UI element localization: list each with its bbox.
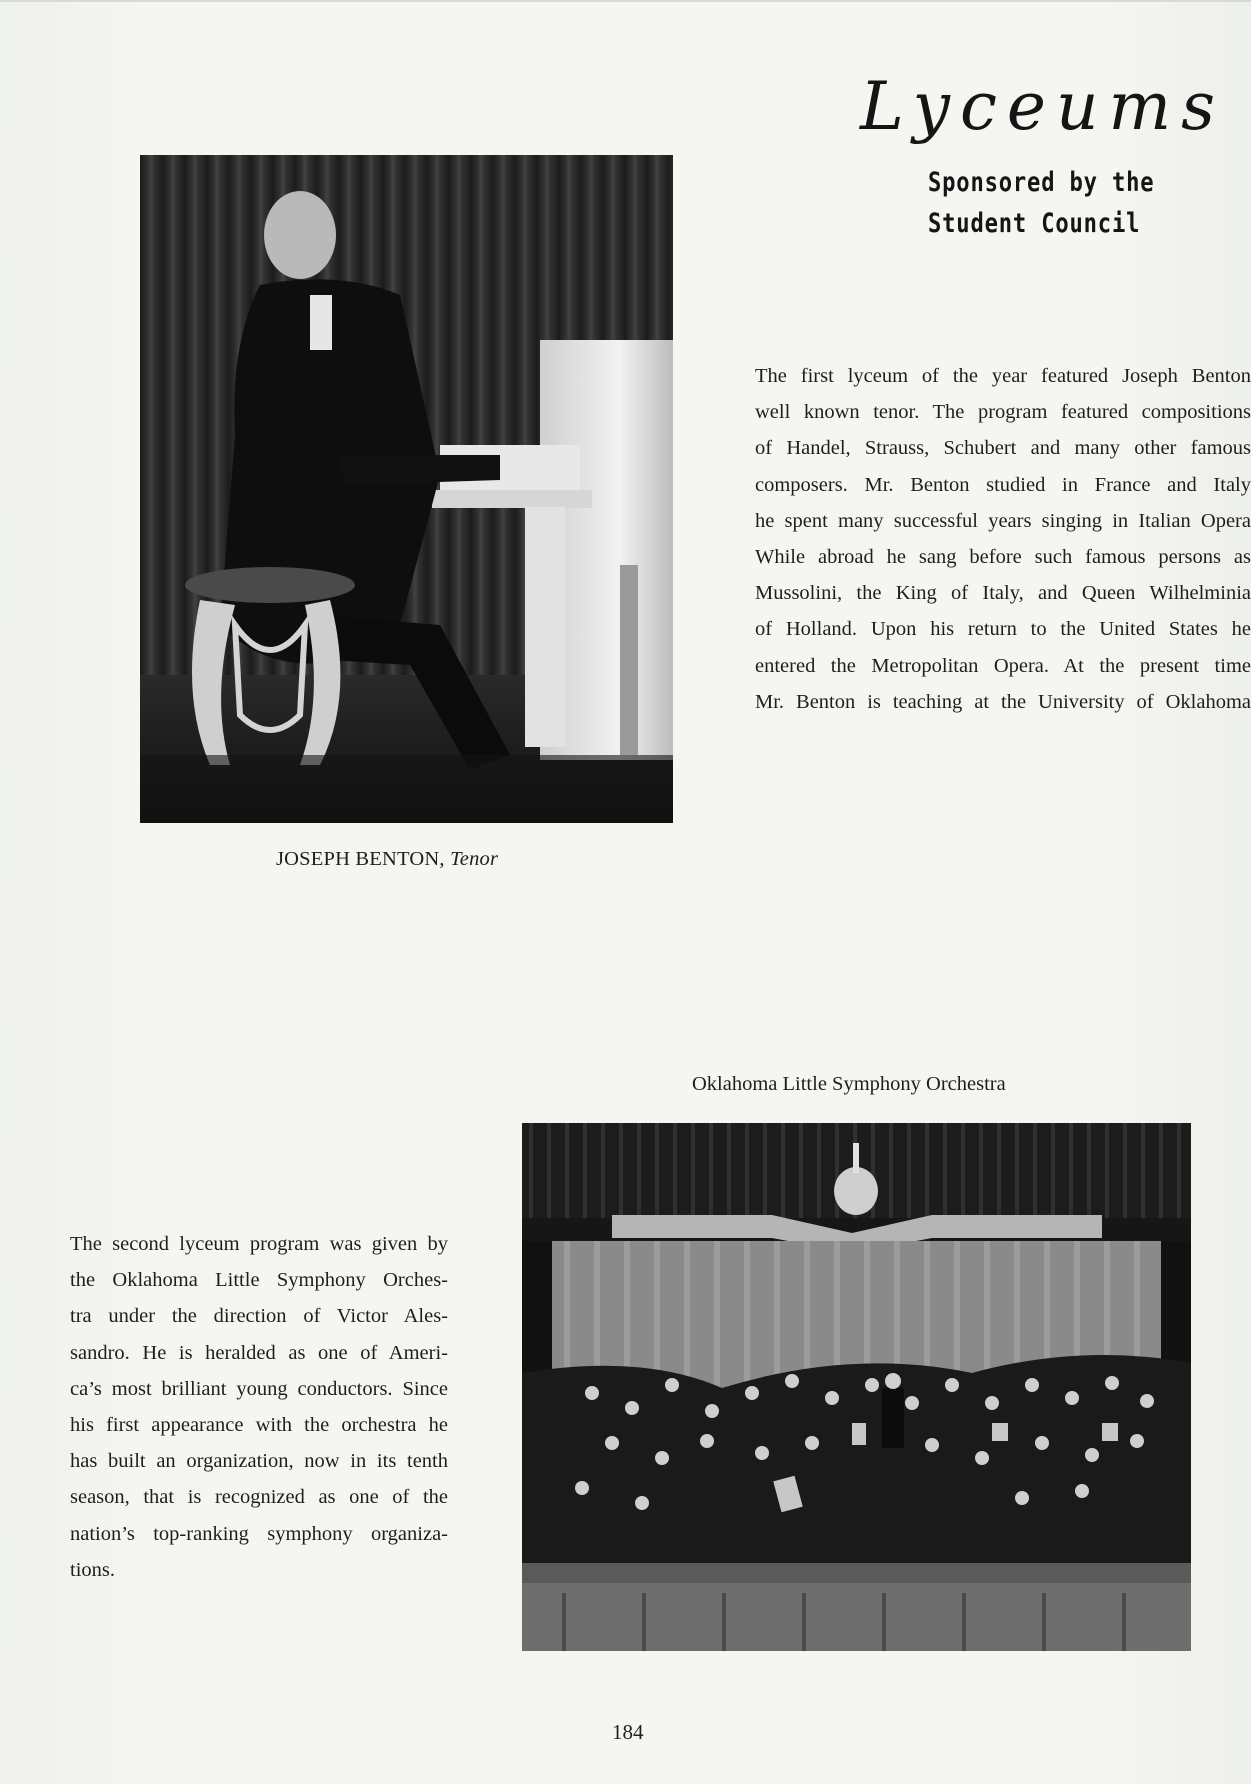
benton-caption-name: JOSEPH BENTON, <box>276 848 445 870</box>
orchestra-text-line: has built an organization, now in its tenth <box>70 1450 448 1473</box>
orchestra-article <box>70 1226 448 1588</box>
orchestra-text-line: season, that is recognized as one of the <box>70 1486 448 1509</box>
orchestra-text-line: The second lyceum program was given by <box>70 1233 448 1255</box>
benton-text-line: Mr. Benton is teaching at the University of Oklahoma <box>755 690 1251 713</box>
orchestra-text-line: his first appearance with the orchestra he <box>70 1414 448 1437</box>
benton-caption <box>276 848 498 871</box>
benton-text-line: While abroad he sang before such famous persons as <box>755 546 1251 569</box>
benton-photo <box>140 155 673 823</box>
benton-text-line: composers. Mr. Benton studied in France and Italy <box>755 473 1251 496</box>
top-rule <box>0 0 1251 2</box>
benton-text-line: The first lyceum of the year featured Joseph Benton <box>755 365 1251 387</box>
orchestra-caption: Oklahoma Little Symphony Orchestra <box>692 1073 1006 1095</box>
page-subtitle <box>928 162 1154 244</box>
page-number: 184 <box>612 1720 644 1744</box>
orchestra-text-line: tions. <box>70 1558 115 1581</box>
page-title: Lyceums <box>860 68 1225 145</box>
orchestra-photo <box>522 1123 1191 1651</box>
benton-text-line: entered the Metropolitan Opera. At the present time <box>755 654 1251 677</box>
orchestra-photo-image <box>522 1123 1191 1651</box>
benton-photo-image <box>140 155 673 823</box>
orchestra-text-line: nation’s top-ranking symphony organiza- <box>70 1522 448 1545</box>
subtitle-line: Sponsored by the <box>928 167 1155 198</box>
benton-text-line: well known tenor. The program featured compositions <box>755 401 1251 424</box>
benton-article <box>755 358 1251 720</box>
subtitle-line: Student Council <box>928 208 1141 239</box>
benton-text-line: of Holland. Upon his return to the United States he <box>755 618 1251 641</box>
benton-text-line: he spent many successful years singing in Italian Opera <box>755 509 1251 532</box>
orchestra-text-line: ca’s most brilliant young conductors. Since <box>70 1377 448 1400</box>
benton-text-line: Mussolini, the King of Italy, and Queen Wilhelminia <box>755 582 1251 605</box>
benton-caption-role: Tenor <box>450 848 499 870</box>
orchestra-text-line: the Oklahoma Little Symphony Orches- <box>70 1269 448 1292</box>
orchestra-text-line: tra under the direction of Victor Ales- <box>70 1305 448 1328</box>
orchestra-text-line: sandro. He is heralded as one of Ameri- <box>70 1341 448 1364</box>
benton-text-line: of Handel, Strauss, Schubert and many other famous <box>755 437 1251 460</box>
